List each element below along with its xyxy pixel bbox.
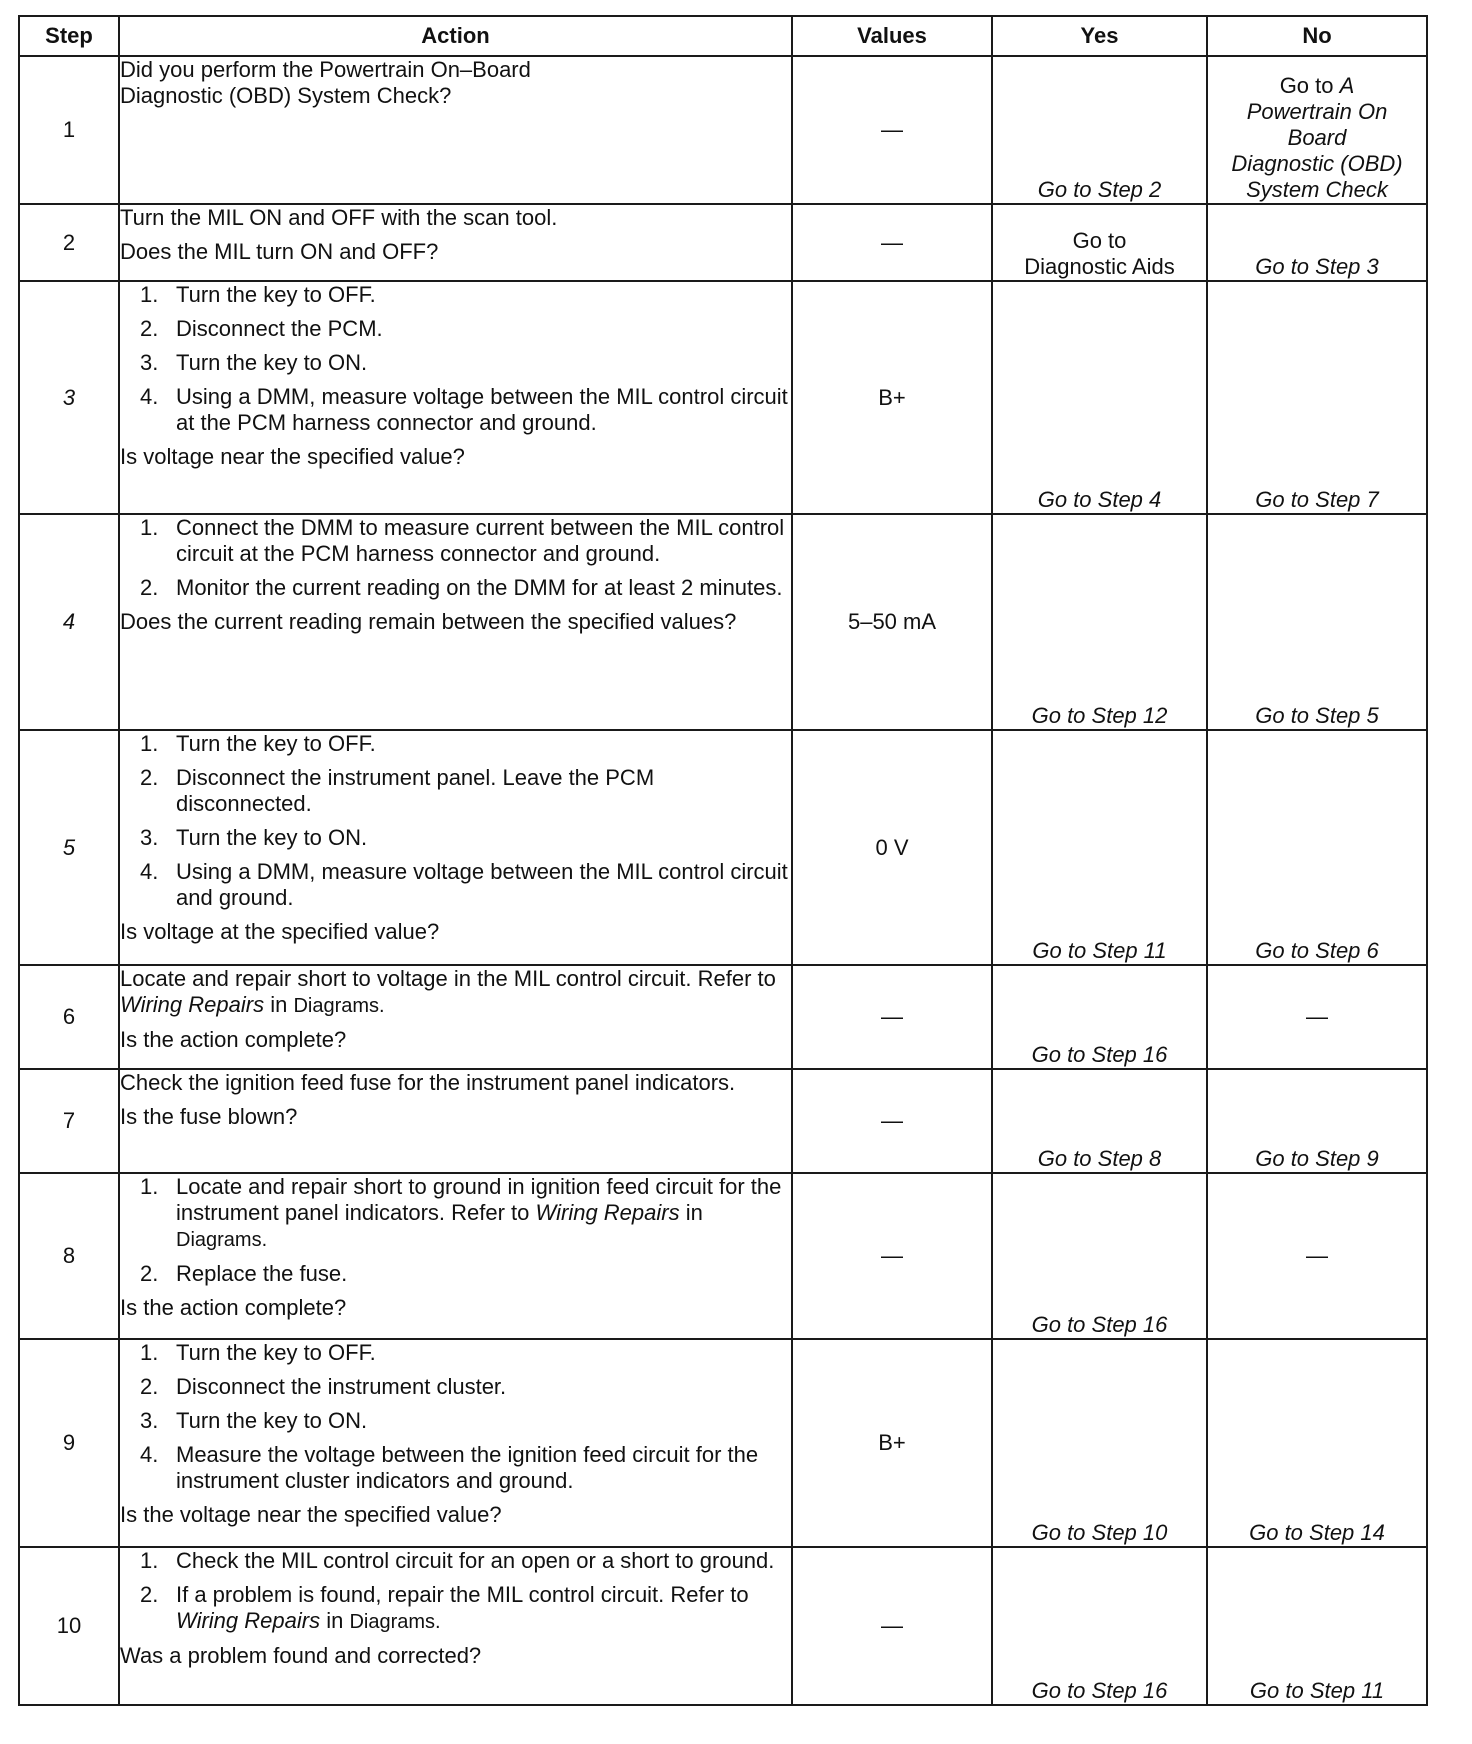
action-list <box>120 282 791 436</box>
value-cell: — <box>792 965 992 1069</box>
list-item: 1. Turn the key to OFF. <box>140 1340 376 1365</box>
table-row <box>19 965 1427 1069</box>
action-cell <box>119 281 792 514</box>
list-item: 2. Disconnect the instrument cluster. <box>140 1374 507 1399</box>
list-item: 1. Turn the key to OFF. <box>140 731 376 756</box>
list-item: 1. Turn the key to OFF. <box>140 282 376 307</box>
yes-text: Diagnostic Aids <box>1024 254 1175 279</box>
question-text: Was a problem found and corrected? <box>120 1643 482 1668</box>
wiring-repairs-ref: Wiring Repairs <box>535 1200 680 1225</box>
action-text: Diagnostic (OBD) System Check? <box>120 83 452 108</box>
action-cell <box>119 514 792 730</box>
list-item: 1. Locate and repair short to ground in ignition feed circuit for the instrument panel indicators. Refer to Wiring Repairs in Diagrams. <box>140 1174 782 1251</box>
value-cell: — <box>792 1069 992 1173</box>
header-action: Action <box>119 16 792 56</box>
action-text: Did you perform the Powertrain On–Board <box>120 57 531 82</box>
list-item: 1. Check the MIL control circuit for an open or a short to ground. <box>140 1548 775 1573</box>
value-cell: B+ <box>792 1339 992 1547</box>
wiring-repairs-ref: Wiring Repairs <box>120 992 265 1017</box>
question-text: Is the action complete? <box>120 1295 347 1320</box>
table-row <box>19 56 1427 204</box>
yes-cell <box>992 204 1207 281</box>
action-list <box>120 515 791 601</box>
no-text-italic: Board <box>1287 125 1347 150</box>
action-cell <box>119 1339 792 1547</box>
action-text: Turn the MIL ON and OFF with the scan tool. <box>120 205 558 230</box>
action-list <box>120 731 791 911</box>
value-cell: — <box>792 204 992 281</box>
yes-cell: Go to Step 10 <box>992 1339 1207 1547</box>
yes-cell: Go to Step 16 <box>992 1173 1207 1339</box>
question-text: Does the current reading remain between the specified values? <box>120 609 737 634</box>
header-no: No <box>1207 16 1427 56</box>
list-item: 4. Using a DMM, measure voltage between the MIL control circuit at the PCM harness connector and ground. <box>140 384 788 435</box>
table-row <box>19 1547 1427 1705</box>
list-item: 2. Disconnect the instrument panel. Leave the PCM disconnected. <box>140 765 655 816</box>
table-row <box>19 1173 1427 1339</box>
no-text-italic: A <box>1339 73 1355 98</box>
step-number: 5 <box>19 730 119 965</box>
value-cell: — <box>792 56 992 204</box>
no-cell <box>1207 56 1427 204</box>
list-item: 3. Turn the key to ON. <box>140 825 368 850</box>
list-item: 2. Monitor the current reading on the DMM for at least 2 minutes. <box>140 575 783 600</box>
action-cell <box>119 56 792 204</box>
no-cell: Go to Step 14 <box>1207 1339 1427 1547</box>
question-text: Is voltage at the specified value? <box>120 919 440 944</box>
list-item: 2. Disconnect the PCM. <box>140 316 383 341</box>
list-item: 1. Connect the DMM to measure current between the MIL control circuit at the PCM harness connector and ground. <box>140 515 785 566</box>
question-text: Is the action complete? <box>120 1027 347 1052</box>
table-row <box>19 1069 1427 1173</box>
yes-cell: Go to Step 11 <box>992 730 1207 965</box>
action-list <box>120 1548 791 1635</box>
header-row <box>19 16 1427 56</box>
header-yes: Yes <box>992 16 1207 56</box>
action-cell <box>119 1069 792 1173</box>
action-list <box>120 1174 791 1287</box>
yes-cell: Go to Step 12 <box>992 514 1207 730</box>
no-cell: — <box>1207 1173 1427 1339</box>
yes-text: Go to <box>1072 228 1127 253</box>
list-item: 2. If a problem is found, repair the MIL control circuit. Refer to Wiring Repairs in Diagrams. <box>140 1582 749 1633</box>
value-cell: 0 V <box>792 730 992 965</box>
list-item: 2. Replace the fuse. <box>140 1261 348 1286</box>
action-cell <box>119 1173 792 1339</box>
no-cell: Go to Step 9 <box>1207 1069 1427 1173</box>
no-cell: Go to Step 6 <box>1207 730 1427 965</box>
step-number: 9 <box>19 1339 119 1547</box>
wiring-repairs-ref: Wiring Repairs <box>176 1608 321 1633</box>
action-cell <box>119 204 792 281</box>
diagnostic-table <box>18 15 1428 1706</box>
value-cell: B+ <box>792 281 992 514</box>
list-item: 4. Using a DMM, measure voltage between the MIL control circuit and ground. <box>140 859 788 910</box>
table-row <box>19 514 1427 730</box>
step-number: 10 <box>19 1547 119 1705</box>
question-text: Is voltage near the specified value? <box>120 444 465 469</box>
action-text: Locate and repair short to voltage in the MIL control circuit. Refer to Wiring Repairs in Diagrams. <box>120 966 776 1017</box>
table-row <box>19 730 1427 965</box>
no-text-italic: Diagnostic (OBD) <box>1231 151 1403 176</box>
step-number: 7 <box>19 1069 119 1173</box>
yes-cell: Go to Step 2 <box>992 56 1207 204</box>
step-number: 2 <box>19 204 119 281</box>
step-number: 3 <box>19 281 119 514</box>
no-cell: Go to Step 5 <box>1207 514 1427 730</box>
table-row <box>19 1339 1427 1547</box>
step-number: 4 <box>19 514 119 730</box>
action-text: Check the ignition feed fuse for the instrument panel indicators. <box>120 1070 736 1095</box>
list-item: 3. Turn the key to ON. <box>140 350 368 375</box>
no-text: Go to <box>1279 73 1334 98</box>
yes-cell: Go to Step 16 <box>992 965 1207 1069</box>
table-row <box>19 281 1427 514</box>
no-cell: Go to Step 3 <box>1207 204 1427 281</box>
no-cell: Go to Step 7 <box>1207 281 1427 514</box>
no-text-italic: Powertrain On <box>1246 99 1388 124</box>
action-list <box>120 1340 791 1494</box>
question-text: Is the fuse blown? <box>120 1104 298 1129</box>
action-cell <box>119 730 792 965</box>
no-cell: — <box>1207 965 1427 1069</box>
step-number: 6 <box>19 965 119 1069</box>
no-text-italic: System Check <box>1246 177 1388 202</box>
value-cell: — <box>792 1173 992 1339</box>
yes-cell: Go to Step 4 <box>992 281 1207 514</box>
list-item: 4. Measure the voltage between the ignition feed circuit for the instrument cluster indicators and ground. <box>140 1442 759 1493</box>
step-number: 8 <box>19 1173 119 1339</box>
action-cell <box>119 1547 792 1705</box>
yes-cell: Go to Step 8 <box>992 1069 1207 1173</box>
value-cell: — <box>792 1547 992 1705</box>
question-text: Does the MIL turn ON and OFF? <box>120 239 439 264</box>
step-number: 1 <box>19 56 119 204</box>
list-item: 3. Turn the key to ON. <box>140 1408 368 1433</box>
action-cell <box>119 965 792 1069</box>
value-cell: 5–50 mA <box>792 514 992 730</box>
yes-cell: Go to Step 16 <box>992 1547 1207 1705</box>
header-values: Values <box>792 16 992 56</box>
question-text: Is the voltage near the specified value? <box>120 1502 502 1527</box>
header-step: Step <box>19 16 119 56</box>
table-row <box>19 204 1427 281</box>
no-cell: Go to Step 11 <box>1207 1547 1427 1705</box>
